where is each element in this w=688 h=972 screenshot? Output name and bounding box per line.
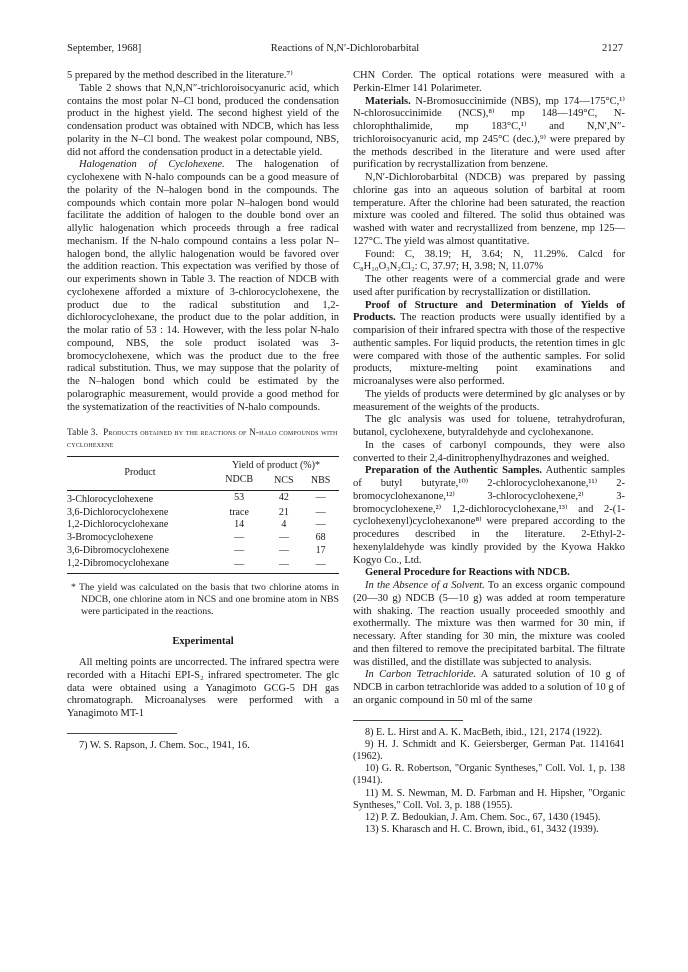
paragraph-authentic	[353, 465, 625, 567]
table-row	[67, 545, 339, 558]
table-cell: trace	[229, 506, 249, 518]
paragraph-text: To an excess organic compound (20—30 g) NDCB (5—10 g) was added at room temperature with shaking. The reaction usually proceeded smoothly and exothermally. The mixture was then warmed for 30 min, if necessary. After standing for 30 min, the mixture was cooled and then filtered to remove the precipitated barbital. The filtrate was distilled, and the distillate was subjected to analysis.	[353, 580, 625, 668]
table-cell: 3,6-Dibromocyclohexene	[67, 544, 169, 556]
reference: 13) S. Kharasch and H. C. Brown, ibid., 61, 3432 (1939).	[365, 824, 599, 836]
reference: 11) M. S. Newman, M. D. Farbman and H. Hipsher, "Organic Syntheses," Coll. Vol. 3, p. 188 (1955).	[353, 787, 625, 811]
results-table	[67, 456, 339, 574]
paragraph-text: A saturated solution of 10 g of NDCB in carbon tetrachloride was added to a solution of 10 g of an organic compound in 50 ml of the same	[353, 669, 626, 706]
table-cell: 1,2-Dibromocyclohexane	[67, 557, 169, 569]
table-row	[67, 490, 339, 506]
column-header: NCS	[274, 475, 294, 486]
paragraph-ccl4	[353, 669, 625, 707]
paragraph-text: The reaction products were usually identified by a comparision of their infrared spectra with those of the respective authentic samples. For liquid products, the retention times in glc were compared with those of the authentic samples. For solid products, mixture-melting point examinations and microanalyses were also performed.	[353, 312, 625, 387]
paragraph-text: Authentic samples of butyl butyrate,¹⁰⁾ 2-chlorocyclohexanone,¹¹⁾ 2-bromocyclohexanone,¹²⁾ 3-chlorocyclohexene,²⁾ 3-bromocyclohexene,²⁾ 1,2-dichlorocyclohexane,¹³⁾ and 2-(1-cyclohexenyl)cyclohexanone⁸⁾ were prepared according to the procedures described in the literature. 2-Ethyl-2-hexenylaldehyde was kindly provided by the Kyowa Hakko Kogyo Co., Ltd.	[353, 465, 625, 566]
run-in-subheading: In Carbon Tetrachloride.	[365, 669, 476, 681]
reference: 7) W. S. Rapson, J. Chem. Soc., 1941, 16.	[79, 739, 250, 751]
right-column	[353, 70, 625, 836]
paragraph: The other reagents were of a commercial grade and were used after purification by recrystallization or distillation.	[353, 274, 625, 298]
table-cell: 3,6-Dichlorocyclohexene	[67, 506, 169, 518]
table-cell: 3-Bromocyclohexene	[67, 532, 154, 543]
reference: 9) H. J. Schmidt and K. Geiersberger, German Pat. 1141641 (1962).	[353, 738, 625, 762]
table-cell: 21	[278, 506, 289, 518]
column-header: Product	[124, 467, 156, 479]
paragraph-text: The halogenation of cyclohexene with N-halo compounds can be a good measure of the polarity of the N–halogen bond in the compounds. The compounds which contain more polar N–halogen bond would facilitate the addition of halogen to the double bond over an allylic halogenation which proceeds through a free radical mechanism. If the N-halo compound contains a less polar N–halogen bond, the allylic halogenation would be favored over the addition reaction. This expectation was verified by those of our experiments shown in Table 3. The reaction of NDCB with cyclohexene afforded a mixture of 3-chlorocyclohexene, the product due to the radical substitution and 1,2-dichlorocyclohexane, the product due to the polar addition, in the molar ratio of 53 : 14. However, with the less polar N-halo compound, NBS, the sole product isolated was 3-bromocyclohexene, which was the product due to the free radical substitution. Thus, we may suppose that the polarity of the N–halogen bond which could be estimated by the polarographic measurement, would provide a good method for the systematization of the reactivities of N-halo compounds.	[67, 159, 340, 413]
paragraph-materials	[353, 96, 625, 173]
table-row	[67, 558, 339, 574]
paragraph: In the cases of carbonyl compounds, they were also converted to their 2,4-dinitrophenylhydrazones and weighed.	[353, 439, 625, 464]
table-cell: —	[315, 559, 326, 570]
table-cell: 4	[281, 519, 287, 531]
table-cell: —	[278, 559, 289, 570]
table-cell: —	[234, 544, 245, 556]
table-cell: 14	[234, 519, 245, 531]
running-header	[67, 43, 623, 59]
header-title: Reactions of N,N′-Dichlorobarbital	[270, 43, 420, 54]
table-cell: —	[315, 492, 326, 504]
reference: 10) G. R. Robertson, "Organic Syntheses," Coll. Vol. 1, p. 138 (1941).	[353, 763, 625, 787]
run-in-heading: Halogenation of Cyclohexene.	[79, 159, 225, 171]
table-cell: —	[278, 532, 289, 543]
table-cell: 68	[315, 532, 326, 543]
run-in-heading: Proof of Structure and Determination of Yields of Products.	[353, 299, 625, 324]
paragraph: The yields of products were determined by glc analyses or by measurement of the weights of the products.	[353, 388, 625, 413]
paragraph-text: N-Bromosuccinimide (NBS), mp 174—175°C,¹⁾ N-chlorosuccinimide (NCS),⁸⁾ mp 148—149°C, N-chlorophthalimide, mp 183°C,¹⁾ and N,N′,N″-trichloroisocyanuric acid, mp 245°C (dec.),⁹⁾ were prepared by the methods described in the literature and were used after purification by recrystallization from benzene.	[353, 95, 626, 171]
table-label: Table 3.	[67, 427, 99, 438]
table-cell: —	[315, 506, 326, 518]
paragraph: N,N′-Dichlorobarbital (NDCB) was prepared by passing chlorine gas into an aqueous solution of barbital at room temperature. After the chlorine had been saturated, the reaction mixture was cooled and filtered. The solid thus obtained was washed with water and recrystallized from benzene, mp 125—127°C. The yield was almost quantitative.	[353, 172, 625, 247]
table-cell: —	[234, 559, 245, 570]
run-in-heading: Materials.	[365, 95, 411, 107]
paragraph-no-solvent	[353, 580, 625, 669]
reference: 12) P. Z. Bedoukian, J. Am. Chem. Soc., 67, 1430 (1945).	[365, 811, 601, 823]
paragraph: CHN Corder. The optical rotations were measured with a Perkin-Elmer 141 Polarimeter.	[353, 70, 625, 94]
run-in-heading: General Procedure for Reactions with NDCB.	[365, 567, 570, 579]
table-footnote: * The yield was calculated on the basis that two chlorine atoms in NDCB, one chlorine atom in NCS and one bromine atom in NBS were participated in the reactions.	[71, 582, 339, 618]
paragraph-proof	[353, 300, 625, 389]
paragraph: Found: C, 38.19; H, 3.64; N, 11.29%. Calcd for C₈H₁₀O₃N₂Cl₂: C, 37.97; H, 3.98; N, 11.07%	[353, 248, 625, 273]
paragraph-general	[353, 567, 625, 580]
paragraph-cyclohexene	[67, 159, 339, 414]
page-number: 2127	[602, 43, 623, 54]
table-row	[67, 507, 339, 520]
left-column	[67, 70, 339, 752]
table-title: Products obtained by the reactions of N-halo compounds with cyclohexene	[67, 427, 338, 450]
paragraph: Table 2 shows that N,N,N″-trichloroisocyanuric acid, which contains the most polar N–Cl bond, produced the condensation product in the highest yield. The second highest yield of the condensation product was obtained with NDCB, which has less polarity in the N–Cl bond. The weakest polar compound, NBS, did not afford the condensation product in a detectable yield.	[67, 82, 339, 158]
run-in-subheading: In the Absence of a Solvent.	[365, 580, 485, 591]
paragraph: The glc analysis was used for toluene, tetrahydrofuran, butanol, cyclohexene, butyraldehyde and cyclohexanone.	[353, 414, 625, 438]
table-cell: 42	[278, 492, 289, 504]
run-in-heading: Preparation of the Authentic Samples.	[365, 465, 543, 477]
column-group-header: Yield of product (%)*	[231, 460, 320, 472]
table-cell: —	[234, 532, 245, 543]
table-cell: 53	[234, 492, 245, 504]
table-row	[67, 519, 339, 532]
table-cell: 3-Chlorocyclohexene	[67, 493, 154, 505]
table-cell: —	[278, 544, 289, 556]
footnote-divider	[353, 720, 463, 721]
table-caption	[67, 426, 339, 450]
table-row	[67, 532, 339, 545]
paragraph: All melting points are uncorrected. The infrared spectra were recorded with a Hitachi EPI-S₂ infrared spectrometer. The glc data were obtained using a Yanagimoto GCG-5 DH gas chromatograph. Microanalyses were performed with a Yanagimoto MT-1	[67, 657, 339, 719]
header-date: September, 1968]	[67, 43, 142, 54]
table-cell: —	[315, 519, 326, 531]
column-header: NDCB	[225, 474, 254, 485]
section-heading: Experimental	[172, 636, 234, 648]
paragraph: 5 prepared by the method described in the literature.⁷⁾	[67, 70, 293, 81]
table-cell: 1,2-Dichlorocyclohexane	[67, 519, 169, 531]
column-header: NBS	[310, 475, 331, 486]
footnote-divider	[67, 733, 177, 734]
reference: 8) E. L. Hirst and A. K. MacBeth, ibid., 121, 2174 (1922).	[365, 726, 603, 738]
table-cell: 17	[315, 544, 326, 556]
